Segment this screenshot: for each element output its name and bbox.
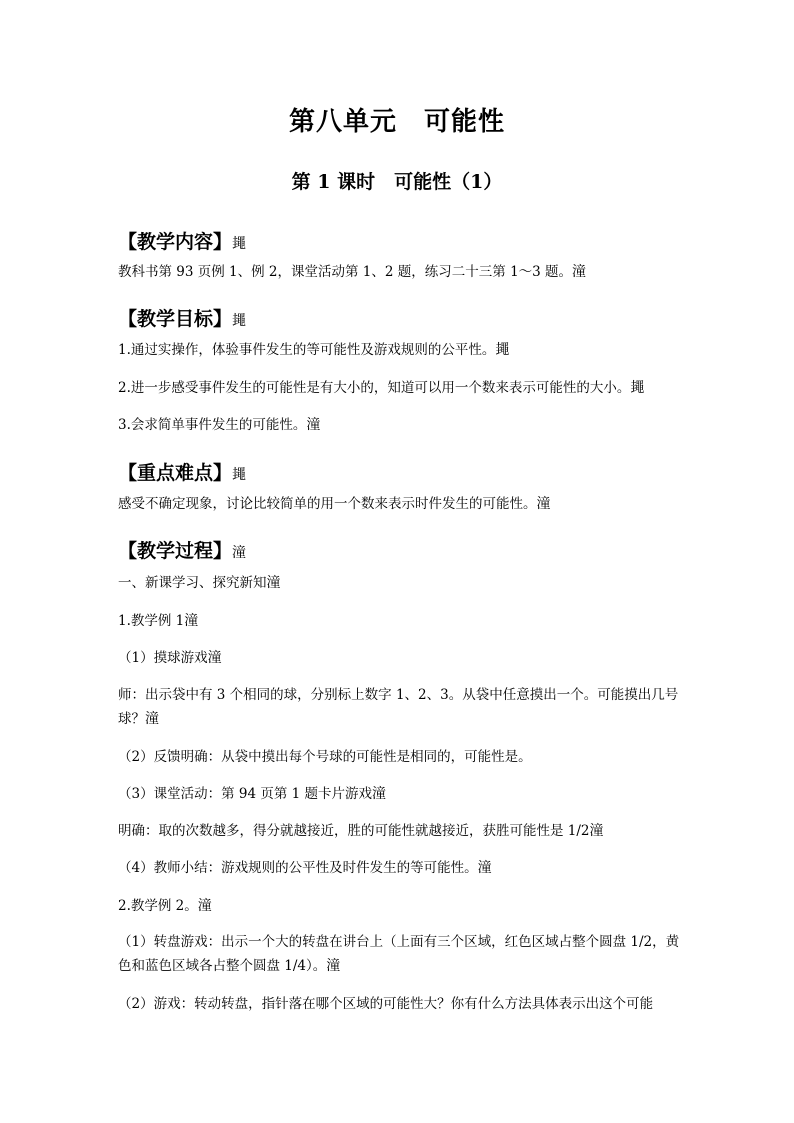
section-heading-key-points (118, 459, 688, 489)
goal-item-3 (118, 413, 688, 437)
process-paragraph (118, 571, 688, 595)
glyph-mark: 潼 (197, 898, 212, 914)
paragraph-text: 3.会求简单事件发生的可能性。 (118, 417, 307, 433)
process-paragraph (118, 683, 688, 731)
process-paragraph (118, 894, 688, 918)
paragraph-text: 教科书第 93 页例 1、例 2，课堂活动第 1、2 题，练习二十三第 1～3 题。 (118, 264, 573, 280)
glyph-mark: 潼 (207, 650, 222, 666)
process-paragraph (118, 646, 688, 670)
paragraph-text: 明确：取的次数越多，得分就越接近，胜的可能性就越接近，获胜可能性是 1/2 (118, 823, 590, 839)
section-heading-goals (118, 305, 688, 335)
page-title: 第八单元 可能性 (288, 107, 505, 137)
glyph-mark: 潼 (232, 545, 247, 561)
glyph-mark: 潼 (266, 575, 281, 591)
paragraph-text: （3）课堂活动：第 94 页第 1 题卡片游戏 (118, 786, 373, 802)
process-paragraph (118, 609, 688, 633)
process-paragraph (118, 930, 688, 978)
glyph-mark: 䵷 (232, 236, 247, 252)
lesson-subtitle: 第 1 课时 可能性（1） (291, 171, 503, 193)
glyph-mark: 䵷 (232, 313, 247, 329)
glyph-mark: 潼 (145, 711, 159, 727)
process-paragraph (118, 992, 688, 1016)
heading-text: 【教学过程】 (118, 540, 233, 562)
glyph-mark: 䵷 (630, 380, 645, 396)
paragraph-text: （1）转盘游戏：出示一个大的转盘在讲台上（上面有三个区域，红色区域占整个圆盘 1/2，黄色和蓝色区域各占整个圆盘 1/4）。 (118, 934, 680, 974)
paragraph-text: （4）教师小结：游戏规则的公平性及时件发生的等可能性。 (118, 860, 478, 876)
glyph-mark: 潼 (536, 496, 551, 512)
paragraph-text: （2）反馈明确：从袋中摸出每个号球的可能性是相同的，可能性是。 (118, 749, 532, 765)
glyph-mark: 潼 (184, 613, 199, 629)
paragraph-text: 师：出示袋中有 3 个相同的球，分别标上数字 1、2、3。从袋中任意摸出一个。可能摸出几号球？ (118, 687, 679, 727)
paragraph-text: 2.进一步感受事件发生的可能性是有大小的，知道可以用一个数来表示可能性的大小。 (118, 380, 631, 396)
heading-text: 【教学内容】 (118, 231, 233, 253)
glyph-mark: 潼 (372, 786, 387, 802)
glyph-mark: 潼 (326, 958, 341, 974)
process-paragraph (118, 856, 688, 880)
paragraph-text: 1.教学例 1 (118, 613, 185, 629)
section-heading-process (118, 537, 688, 567)
content-paragraph (118, 260, 688, 284)
glyph-mark: 潼 (306, 417, 321, 433)
paragraph-text: 一、新课学习、探究新知 (118, 575, 267, 591)
paragraph-text: 感受不确定现象，讨论比较简单的用一个数来表示时件发生的可能性。 (118, 496, 537, 512)
glyph-mark: 潼 (477, 860, 492, 876)
process-paragraph (118, 745, 688, 769)
heading-text: 【重点难点】 (118, 462, 233, 484)
paragraph-text: （1）摸球游戏 (118, 650, 208, 666)
section-heading-content (118, 228, 688, 258)
goal-item-1 (118, 338, 688, 362)
paragraph-text: 2.教学例 2。 (118, 898, 198, 914)
glyph-mark: 潼 (572, 264, 587, 280)
process-paragraph (118, 819, 688, 843)
paragraph-text: 1.通过实操作，体验事件发生的等可能性及游戏规则的公平性。 (118, 342, 496, 358)
key-points-paragraph (118, 492, 688, 516)
goal-item-2 (118, 376, 688, 400)
heading-text: 【教学目标】 (118, 308, 233, 330)
glyph-mark: 潼 (589, 823, 604, 839)
glyph-mark: 䵷 (232, 467, 247, 483)
paragraph-text: （2）游戏：转动转盘，指针落在哪个区域的可能性大？你有什么方法具体表示出这个可能 (118, 996, 654, 1012)
glyph-mark: 䵷 (495, 342, 510, 358)
process-paragraph (118, 782, 688, 806)
